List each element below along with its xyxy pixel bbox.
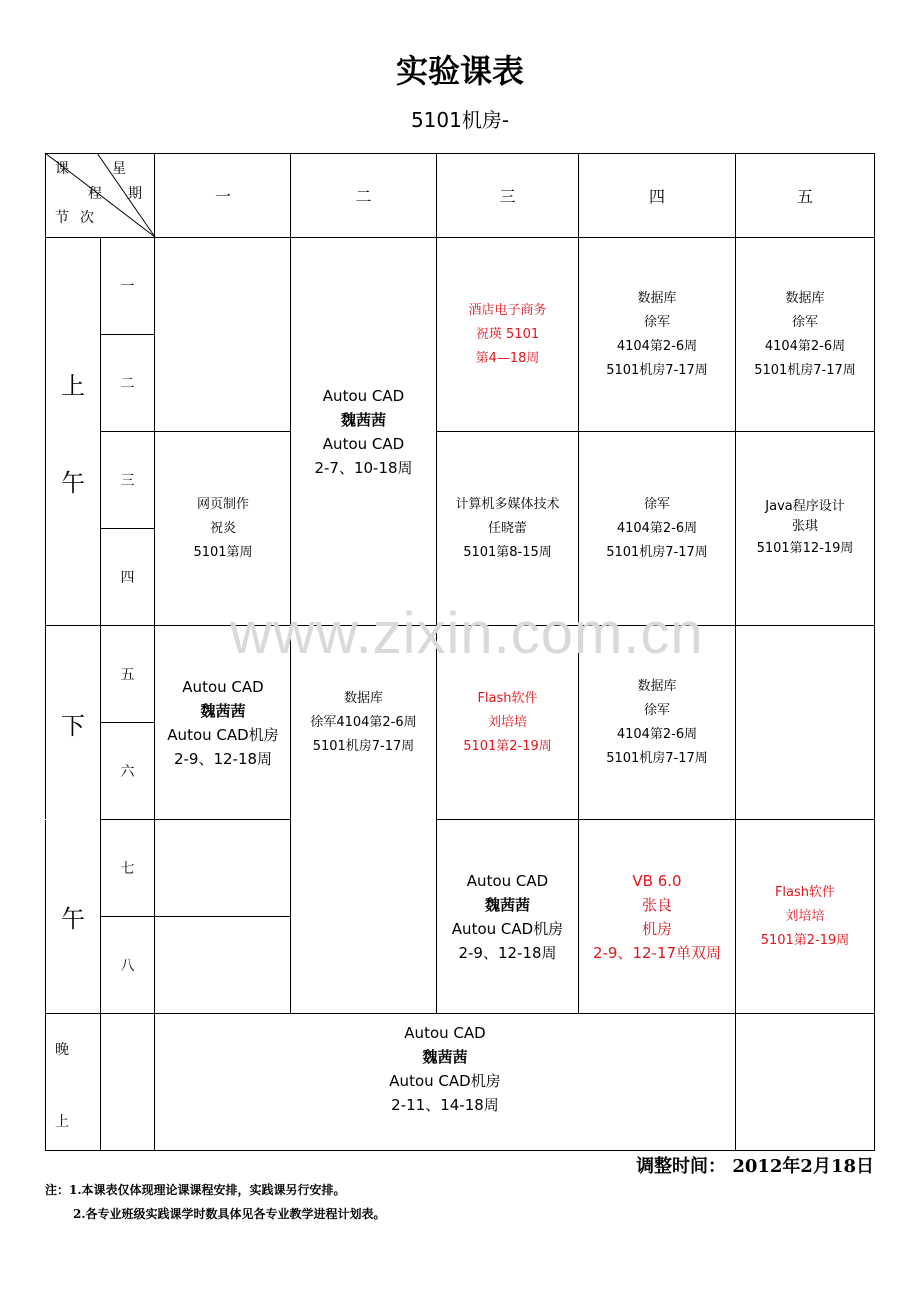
course-cell-wed-3-4: 计算机多媒体技术 任晓蕾 5101第8-15周: [455, 496, 560, 560]
corner-label-cheng: 程: [88, 186, 102, 202]
period-label-2: 二: [120, 376, 135, 392]
period-label-5: 五: [120, 667, 135, 683]
period-label-6: 六: [120, 764, 135, 780]
half-label-eve-2: 上: [55, 1114, 69, 1130]
period-label-4: 四: [120, 570, 135, 586]
course-cell-mon-3-4: 网页制作 祝炎 5101第周: [193, 496, 253, 560]
corner-label-qi: 期: [128, 186, 142, 202]
period-label-1: 一: [120, 279, 135, 295]
half-label-pm-2: 午: [61, 905, 85, 933]
course-cell-mon-5-6: Autou CAD 魏茜茜 Autou CAD机房 2-9、12-18周: [167, 677, 279, 768]
corner-label-ke: 课: [55, 161, 69, 177]
day-header-wed: 三: [499, 187, 516, 206]
course-cell-tue-1-4: Autou CAD 魏茜茜 Autou CAD 2-7、10-18周: [314, 386, 413, 477]
page-subtitle: 5101机房-: [410, 108, 510, 132]
watermark: www.zixin.com.cn: [230, 601, 704, 666]
corner-label-ci: 次: [80, 210, 94, 226]
day-header-mon: 一: [214, 187, 231, 206]
course-cell-thu-7-8: VB 6.0 张良 机房 2-9、12-17单双周: [592, 871, 722, 962]
half-label-am-2: 午: [61, 469, 85, 497]
course-cell-fri-7-8: Flash软件 刘培培 5101第2-19周: [760, 884, 850, 948]
course-cell-tue-5-6: 数据库 徐军4104第2-6周 5101机房7-17周: [310, 690, 417, 754]
period-label-3: 三: [120, 473, 135, 489]
course-cell-thu-3-4: 徐军 4104第2-6周 5101机房7-17周: [606, 496, 708, 560]
period-label-8: 八: [120, 958, 135, 974]
course-cell-wed-7-8: Autou CAD 魏茜茜 Autou CAD机房 2-9、12-18周: [451, 871, 564, 962]
corner-label-jie: 节: [55, 210, 69, 226]
day-header-fri: 五: [796, 187, 813, 206]
half-label-eve: 晚: [55, 1042, 69, 1058]
period-label-7: 七: [120, 861, 135, 877]
half-label-am: 上: [61, 372, 85, 400]
course-cell-evening: Autou CAD 魏茜茜 Autou CAD机房 2-11、14-18周: [389, 1024, 501, 1114]
course-cell-thu-1-2: 数据库 徐军 4104第2-6周 5101机房7-17周: [606, 290, 708, 378]
note-2: 2.各专业班级实践课学时数具体见各专业教学进程计划表。: [73, 1207, 386, 1221]
half-label-pm: 下: [61, 712, 85, 740]
course-cell-thu-5-6: 数据库 徐军 4104第2-6周 5101机房7-17周: [606, 678, 708, 766]
course-cell-fri-1-2: 数据库 徐军 4104第2-6周 5101机房7-17周: [754, 290, 856, 378]
course-cell-wed-5-6: Flash软件 刘培培 5101第2-19周: [463, 690, 552, 754]
adjust-time: 调整时间： 2012年2月18日: [636, 1156, 874, 1177]
course-cell-wed-1-2: 酒店电子商务 祝瑛 5101 第4—18周: [468, 302, 547, 366]
note-1: 注：1.本课表仅体现理论课课程安排，实践课另行安排。: [45, 1183, 346, 1197]
day-header-tue: 二: [355, 187, 372, 206]
course-cell-fri-3-4: Java程序设计 张琪 5101第12-19周: [756, 498, 854, 556]
page-title: 实验课表: [395, 52, 524, 90]
corner-label-xing: 星: [112, 161, 126, 177]
day-header-thu: 四: [648, 187, 665, 206]
